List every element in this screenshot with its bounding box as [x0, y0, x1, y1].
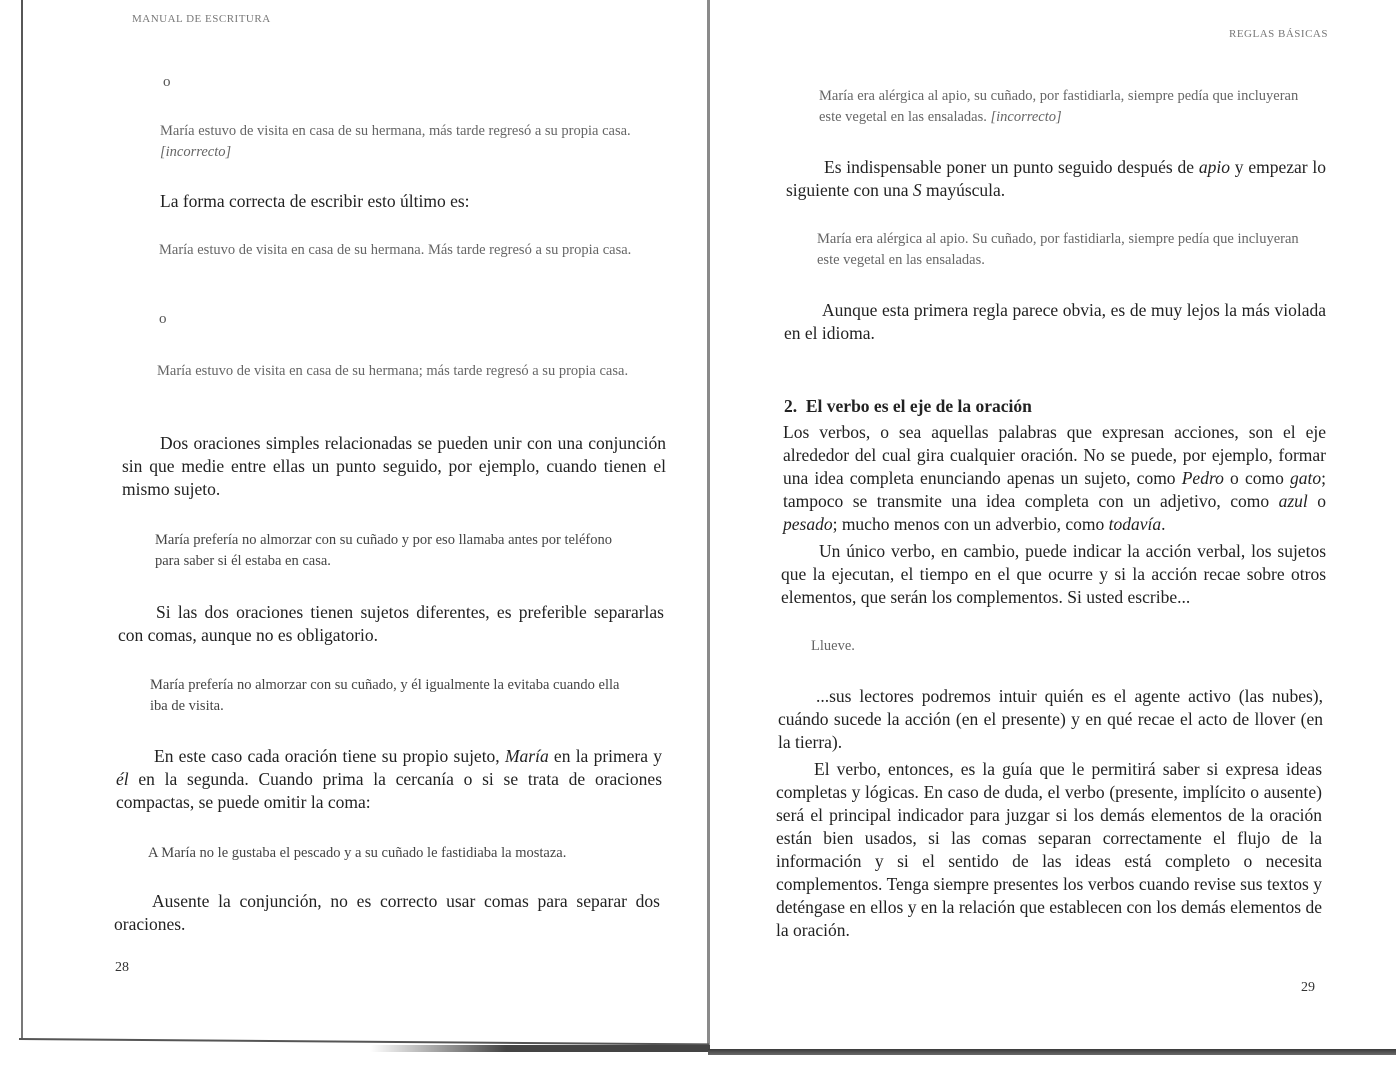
scan-shadow-bottom: [370, 1045, 710, 1052]
example-different-subjects: María prefería no almorzar con su cuñado, y él igualmente la evitaba cuando ella iba de visita.: [150, 677, 620, 714]
body-paragraph: El verbo, entonces, es la guía que le permitirá saber si expresa ideas completas y lógicas. En caso de duda, el verbo (presente, implícito o ausente) será el principal indicador para juzgar si los demás elementos de la oración están bien usados, si las comas separan correctamente el flujo de la información y si el sentido de las ideas está completo o necesita complementos. Tenga siempre presentes los verbos cuando revise sus textos y deténgase en ellos y en la relación que establecen con los demás elementos de la oración.: [776, 759, 1322, 940]
page-number: 28: [115, 960, 129, 975]
running-head: MANUAL DE ESCRITURA: [132, 13, 271, 25]
left-page: [22, 0, 708, 1040]
example-text: María era alérgica al apio, su cuñado, por fastidiarla, siempre pedía que incluyeran este vegetal en las ensaladas.: [819, 88, 1299, 125]
body-paragraph: Aunque esta primera regla parece obvia, es de muy lejos la más violada en el idioma.: [784, 300, 1326, 343]
example-text: María estuvo de visita en casa de su hermana, más tarde regresó a su propia casa.: [160, 123, 631, 139]
example-same-subject: María prefería no almorzar con su cuñado y por eso llamaba antes por teléfono para saber si él estaba en casa.: [155, 532, 612, 569]
body-paragraph: Dos oraciones simples relacionadas se pueden unir con una conjunción sin que medie entre ellas un punto seguido, por ejemplo, cuando tienen el mismo sujeto.: [122, 433, 666, 499]
body-paragraph-rich: En este caso cada oración tiene su propio sujeto, María en la primera y él en la segunda. Cuando prima la cercanía o si se trata de oraciones compactas, se puede omitir la coma:: [116, 746, 662, 812]
example-correct-period: María estuvo de visita en casa de su hermana. Más tarde regresó a su propia casa.: [159, 242, 632, 258]
example-llueve: Llueve.: [811, 638, 855, 654]
right-page: [710, 0, 1396, 1050]
example-incorrect: [819, 86, 1309, 128]
example-omit-comma: A María no le gustaba el pescado y a su cuñado le fastidiaba la mostaza.: [148, 845, 567, 861]
body-paragraph: ...sus lectores podremos intuir quién es el agente activo (las nubes), cuándo sucede la acción (en el presente) y en qué recae el acto de llover (en la tierra).: [778, 686, 1323, 752]
running-head: REGLAS BÁSICAS: [1229, 28, 1328, 40]
incorrect-tag: [incorrecto]: [990, 109, 1062, 125]
example-incorrect: [160, 121, 640, 163]
body-paragraph: La forma correcta de escribir esto último es:: [160, 191, 470, 211]
example-correct: María era alérgica al apio. Su cuñado, por fastidiarla, siempre pedía que incluyeran este vegetal en las ensaladas.: [817, 231, 1299, 268]
body-paragraph: Si las dos oraciones tienen sujetos diferentes, es preferible separarlas con comas, aunque no es obligatorio.: [118, 602, 664, 645]
separator-o: o: [159, 311, 167, 327]
example-correct-semicolon: María estuvo de visita en casa de su hermana; más tarde regresó a su propia casa.: [157, 363, 629, 379]
body-paragraph: Ausente la conjunción, no es correcto usar comas para separar dos oraciones.: [114, 891, 660, 934]
body-paragraph-rich: Los verbos, o sea aquellas palabras que expresan acciones, son el eje alrededor del cual gira cualquier oración. No se puede, por ejemplo, formar una idea completa enunciando apenas un sujeto, como Pedro o como gato; tampoco se transmite una idea completa con un adjetivo, como azul o pesado; mucho menos con un adverbio, como todavía.: [783, 422, 1326, 534]
section-heading: [784, 396, 1032, 417]
incorrect-tag: [incorrecto]: [160, 144, 232, 160]
body-paragraph-rich: Es indispensable poner un punto seguido después de apio y empezar lo siguiente con una S mayúscula.: [786, 157, 1327, 200]
section-title: El verbo es el eje de la oración: [805, 396, 1032, 416]
section-number: 2.: [784, 396, 798, 416]
body-paragraph: Un único verbo, en cambio, puede indicar la acción verbal, los sujetos que la ejecutan, el tiempo en el que ocurre y si la acción recae sobre otros elementos, que serán los complementos. Si usted escribe...: [781, 541, 1326, 607]
page-number: 29: [1301, 980, 1315, 995]
separator-o: o: [163, 74, 171, 90]
